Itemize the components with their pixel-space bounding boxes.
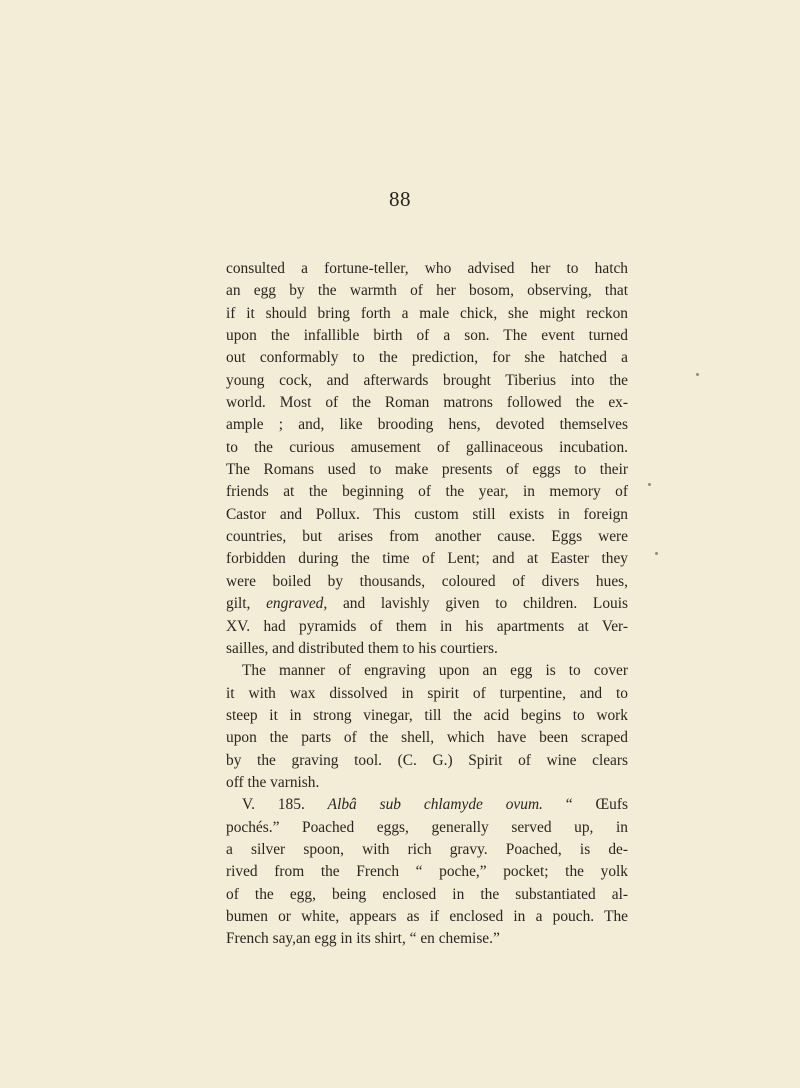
paper-speck: [655, 552, 658, 555]
text-line: if it should bring forth a male chick, she might reckon: [226, 304, 628, 322]
text-line-mixed: [226, 593, 628, 615]
page-number: 88: [389, 187, 411, 211]
text-line: forbidden during the time of Lent; and at Easter they: [226, 550, 628, 568]
text-line: of the egg, being enclosed in the substantiated al-: [226, 885, 628, 903]
text-line: bumen or white, appears as if enclosed in a pouch. The: [226, 907, 628, 925]
text-line: off the varnish.: [226, 773, 320, 791]
text-span: and lavishly given to children. Louis: [327, 595, 628, 613]
text-line: pochés.” Poached eggs, generally served up, in: [226, 818, 628, 836]
verse-reference: V. 185.: [242, 796, 328, 814]
paragraph-start-line: The manner of engraving upon an egg is to cover: [242, 662, 628, 680]
text-line: an egg by the warmth of her bosom, observing, that: [226, 282, 628, 300]
text-line: young cock, and afterwards brought Tiberius into the: [226, 371, 628, 389]
text-line: XV. had pyramids of them in his apartments at Ver-: [226, 617, 628, 635]
text-line: Castor and Pollux. This custom still exists in foreign: [226, 505, 628, 523]
text-line: were boiled by thousands, coloured of divers hues,: [226, 572, 628, 590]
latin-quote: Albâ sub chlamyde ovum.: [327, 796, 543, 814]
text-line: French say,an egg in its shirt, “ en chemise.”: [226, 930, 500, 948]
text-span: “ Œufs: [542, 796, 628, 814]
text-line: ample ; and, like brooding hens, devoted themselves: [226, 416, 628, 434]
text-line: a silver spoon, with rich gravy. Poached, is de-: [226, 840, 628, 858]
text-line: The Romans used to make presents of eggs to their: [226, 461, 628, 479]
text-line: upon the infallible birth of a son. The event turned: [226, 327, 628, 345]
text-line: world. Most of the Roman matrons followed the ex-: [226, 394, 628, 412]
body-text: [226, 258, 628, 951]
text-line: rived from the French “ poche,” pocket; the yolk: [226, 863, 628, 881]
text-line: sailles, and distributed them to his courtiers.: [226, 639, 498, 657]
text-line: countries, but arises from another cause. Eggs were: [226, 528, 628, 546]
text-line: friends at the beginning of the year, in memory of: [226, 483, 628, 501]
text-line: by the graving tool. (C. G.) Spirit of wine clears: [226, 751, 628, 769]
italic-word: engraved,: [266, 595, 328, 613]
paper-speck: [696, 373, 699, 376]
text-line: it with wax dissolved in spirit of turpentine, and to: [226, 684, 628, 702]
paper-speck: [648, 483, 651, 486]
text-line: steep it in strong vinegar, till the acid begins to work: [226, 706, 628, 724]
text-line: consulted a fortune-teller, who advised her to hatch: [226, 260, 628, 277]
note-line: [226, 794, 628, 816]
text-line: upon the parts of the shell, which have been scraped: [226, 729, 628, 747]
text-line: out conformably to the prediction, for she hatched a: [226, 349, 628, 367]
text-span: gilt,: [226, 595, 267, 613]
text-line: to the curious amusement of gallinaceous incubation.: [226, 438, 628, 456]
